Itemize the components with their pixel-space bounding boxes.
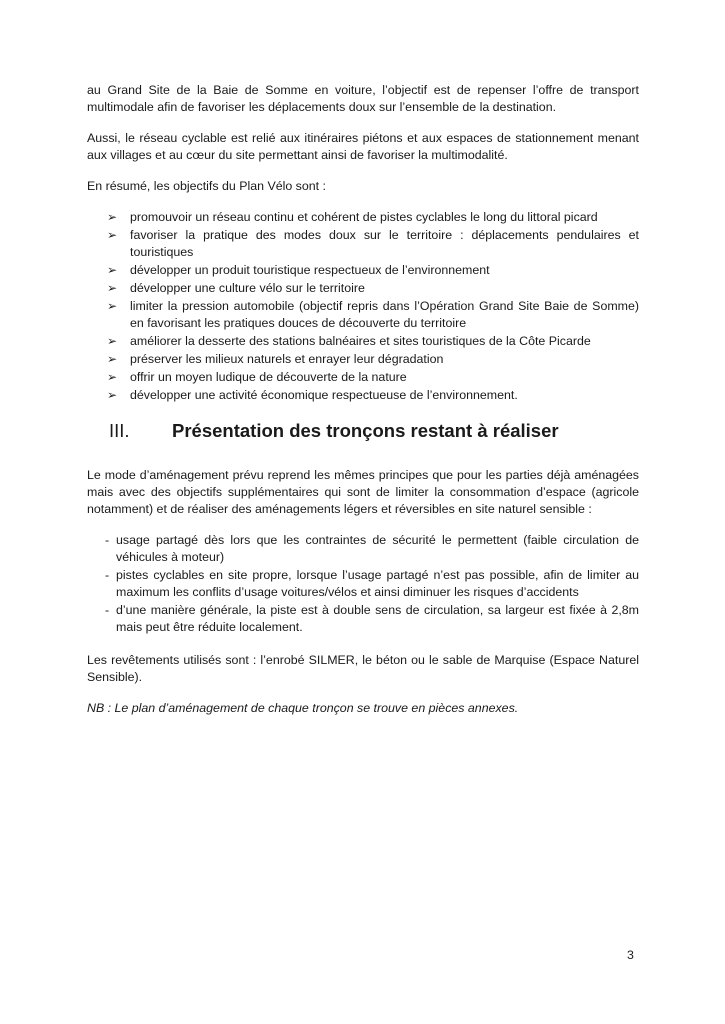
list-item: ➢ améliorer la desserte des stations balnéaires et sites touristiques de la Côte Picarde: [107, 334, 591, 348]
paragraph-transport: au Grand Site de la Baie de Somme en voiture, l’objectif est de repenser l’offre de transport multimodale afin de favoriser les déplacements doux sur l’ensemble de la destination.: [87, 83, 639, 114]
list-item: - pistes cyclables en site propre, lorsque l’usage partagé n’est pas possible, afin de limiter au maximum les conflits d’usage voitures/vélos et ainsi diminuer les risques d’accidents: [105, 568, 639, 599]
paragraph-summary-intro: En résumé, les objectifs du Plan Vélo sont :: [87, 179, 326, 193]
list-item: ➢ préserver les milieux naturels et enrayer leur dégradation: [107, 352, 444, 366]
arrow-bullet-icon: ➢: [107, 299, 118, 313]
dash-bullet-icon: -: [105, 603, 110, 617]
paragraph-intro: Le mode d’aménagement prévu reprend les mêmes principes que pour les parties déjà aménagées mais avec des objectifs supplémentaires qui sont de limiter la consommation d’espace (agricole notamment) et de réaliser des aménagements légers et réversibles en site naturel sensible :: [87, 468, 639, 516]
section-number: III.: [109, 420, 130, 441]
paragraph-surfaces: Les revêtements utilisés sont : l’enrobé SILMER, le béton ou le sable de Marquise (Espace Naturel Sensible).: [87, 653, 639, 684]
arrow-bullet-icon: ➢: [107, 210, 118, 224]
paragraph-multimodality: Aussi, le réseau cyclable est relié aux itinéraires piétons et aux espaces de stationnement menant aux villages et au cœur du site permettant ainsi de favoriser la multimodalité.: [87, 131, 639, 162]
section-heading: [109, 422, 639, 439]
arrow-bullet-icon: ➢: [107, 263, 118, 277]
list-item: ➢ offrir un moyen ludique de découverte de la nature: [107, 370, 407, 384]
arrow-bullet-icon: ➢: [107, 388, 118, 402]
arrow-bullet-icon: ➢: [107, 370, 118, 384]
arrow-bullet-icon: ➢: [107, 281, 118, 295]
document-page: [87, 82, 639, 731]
list-item: ➢ développer une activité économique respectueuse de l’environnement.: [107, 388, 518, 402]
arrow-bullet-icon: ➢: [107, 334, 118, 348]
list-item: ➢ promouvoir un réseau continu et cohérent de pistes cyclables le long du littoral picard: [107, 210, 598, 224]
list-item: - usage partagé dès lors que les contraintes de sécurité le permettent (faible circulation de véhicules à moteur): [105, 533, 639, 564]
list-item: ➢ développer un produit touristique respectueux de l’environnement: [107, 263, 490, 277]
note-annexes: NB : Le plan d’aménagement de chaque tronçon se trouve en pièces annexes.: [87, 701, 519, 715]
list-item: ➢ développer une culture vélo sur le territoire: [107, 281, 365, 295]
list-item: ➢ favoriser la pratique des modes doux sur le territoire : déplacements pendulaires et touristiques: [107, 228, 639, 259]
arrow-bullet-icon: ➢: [107, 228, 118, 242]
arrow-bullet-icon: ➢: [107, 352, 118, 366]
list-item: ➢ limiter la pression automobile (objectif repris dans l’Opération Grand Site Baie de Somme) en favorisant les pratiques douces de découverte du territoire: [107, 299, 639, 330]
objectives-list: [87, 209, 639, 404]
list-item: - d’une manière générale, la piste est à double sens de circulation, sa largeur est fixée à 2,8m mais peut être réduite localement.: [105, 603, 639, 634]
dash-bullet-icon: -: [105, 568, 110, 582]
page-number: 3: [627, 948, 634, 962]
section-title: Présentation des tronçons restant à réaliser: [172, 420, 559, 441]
dash-bullet-icon: -: [105, 533, 110, 547]
principles-list: [87, 532, 639, 636]
